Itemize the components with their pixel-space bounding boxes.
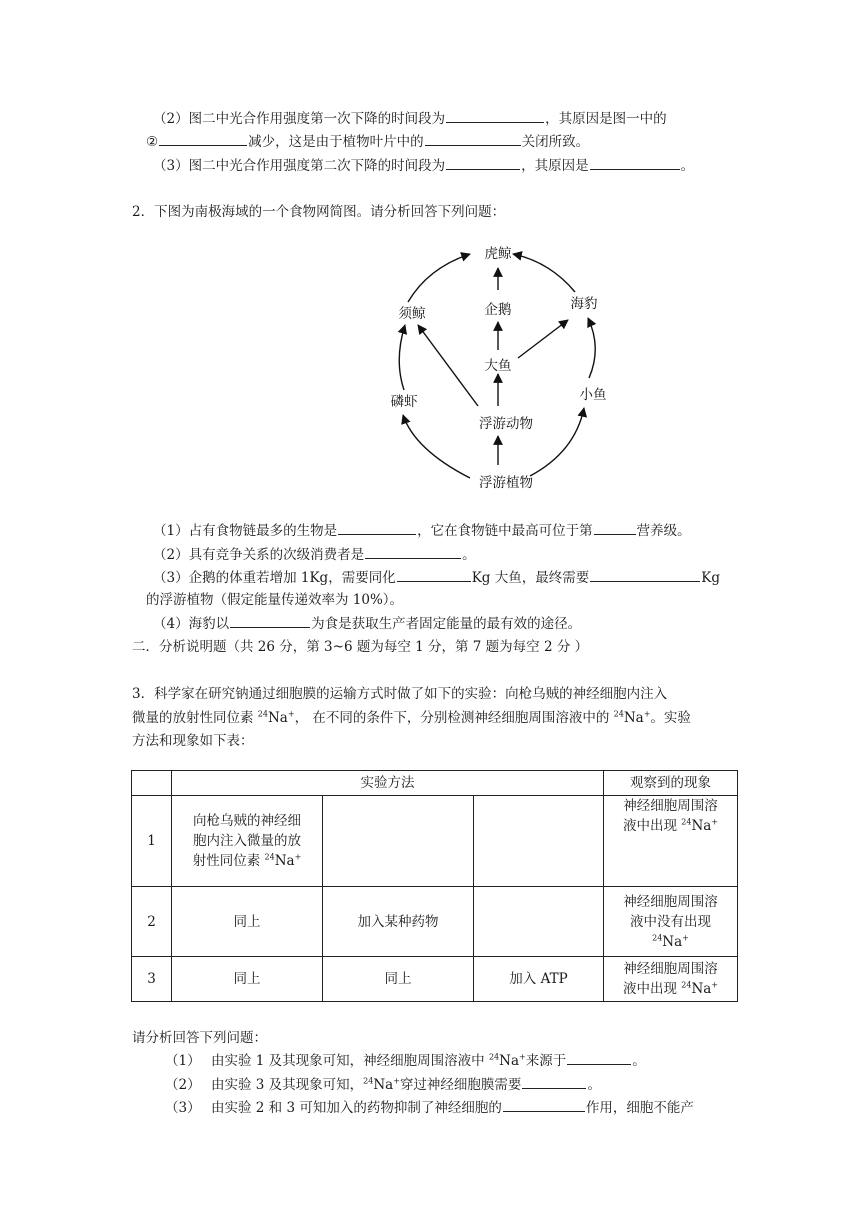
q3-answer2-text-a: 由实验 3 及其现象可知， [211, 1077, 364, 1093]
cell-text: 神经细胞周围溶 [623, 798, 718, 814]
answer-blank[interactable] [425, 131, 521, 146]
q3-answer1-text-b: 来源于 [525, 1053, 567, 1069]
table-header-row [132, 771, 738, 796]
answer-blank[interactable] [590, 155, 680, 170]
row-number: 2 [132, 887, 172, 957]
method-cell: 加入某种药物 [323, 887, 474, 957]
arrow-phytoplankton-to-krill [403, 415, 470, 478]
cell-text [608, 816, 733, 836]
observed-cell [604, 796, 738, 887]
q2-title: 2．下图为南极海域的一个食物网简图。请分析回答下列问题： [132, 204, 506, 220]
node-big-fish: 大鱼 [484, 358, 512, 374]
node-zooplankton: 浮游动物 [479, 416, 533, 432]
answer-number: （3） [165, 1100, 201, 1116]
isotope-symbol: Na [691, 818, 712, 834]
isotope-charge: + [711, 980, 719, 990]
node-baleen-whale: 须鲸 [398, 306, 426, 322]
method-cell: 同上 [323, 957, 474, 1002]
cell-text [608, 979, 733, 999]
q2-sub1-text-b: ，它在食物链中最高可位于第 [417, 523, 593, 539]
answer-blank[interactable] [397, 567, 471, 582]
cell-text: 向枪乌贼的神经细 [193, 813, 301, 829]
isotope-charge: + [294, 852, 302, 862]
table-row [132, 796, 738, 887]
q1-part2-text-b: ，其原因是图一中的 [545, 111, 667, 127]
table-header-method: 实验方法 [172, 771, 604, 796]
q2-sub1-text-a: （1）占有食物链最多的生物是 [153, 523, 338, 539]
q3-answer3-text-a: 由实验 2 和 3 可知加入的药物抑制了神经细胞的 [211, 1100, 502, 1116]
row-number: 1 [132, 796, 172, 887]
node-small-fish: 小鱼 [579, 387, 607, 403]
q2-sub3-text-b: Kg 大鱼，最终需要 [471, 570, 590, 586]
answer-number: （2） [165, 1077, 201, 1093]
q1-part2-line2 [146, 131, 589, 152]
q2-sub3-text-a: （3）企鹅的体重若增加 1Kg，需要同化 [153, 570, 396, 586]
isotope-symbol: Na [274, 853, 295, 869]
cell-text: 神经细胞周围溶 [623, 961, 718, 977]
q1-part2-text-a: （2）图二中光合作用强度第一次下降的时间段为 [153, 111, 446, 127]
q3-ask: 请分析回答下列问题： [132, 1030, 267, 1046]
table-header-observed: 观察到的现象 [604, 771, 738, 796]
table-header-blank [132, 771, 172, 796]
cell-text [608, 932, 733, 952]
answer-blank[interactable] [159, 131, 247, 146]
q3-answer2-text-b: 穿过神经细胞膜需要 [399, 1077, 522, 1093]
observed-cell [604, 887, 738, 957]
q2-sub2-text-a: （2）具有竞争关系的次级消费者是 [153, 547, 365, 563]
q3-intro-line2 [132, 708, 691, 728]
q3-intro-text-c: 。实验 [650, 710, 691, 726]
q2-sub4-text-b: 为食是获取生产者固定能量的最有效的途径。 [311, 616, 582, 632]
isotope-charge: + [711, 817, 719, 827]
arrow-seal-to-killer-whale [513, 254, 575, 292]
q2-sub4 [153, 613, 581, 634]
cell-text [176, 851, 318, 871]
q2-sub3-line1 [153, 567, 720, 588]
isotope-symbol: Na [267, 710, 288, 726]
answer-blank[interactable] [365, 544, 461, 559]
q2-sub3-text-c: Kg [701, 570, 720, 586]
answer-blank[interactable] [446, 108, 544, 123]
q3-answer3-text-b: 作用，细胞不能产 [585, 1100, 694, 1116]
cell-text: 液中没有出现 [630, 913, 711, 930]
isotope-mass: 24 [613, 709, 624, 719]
cell-text-prefix: 液中出现 [622, 981, 682, 997]
q1-part2-text-c: ② [146, 134, 159, 150]
food-web-diagram [370, 240, 610, 500]
isotope-symbol: Na [691, 981, 712, 997]
isotope-mass: 24 [363, 1076, 374, 1086]
answer-blank[interactable] [230, 613, 310, 628]
q3-intro-text-a: 微量的放射性同位素 [132, 710, 258, 726]
method-cell [474, 796, 604, 887]
answer-number: （1） [165, 1053, 201, 1069]
row-number: 3 [132, 957, 172, 1002]
isotope-charge: + [682, 933, 689, 942]
isotope-mass: 24 [488, 1052, 500, 1062]
section2-title: 二．分析说明题（共 26 分，第 3~6 题为每空 1 分，第 7 题为每空 2 分 ） [132, 639, 589, 655]
q2-sub1-text-c: 营养级。 [636, 523, 691, 539]
arrow-krill-to-baleen-whale [399, 325, 405, 390]
q3-answer2 [165, 1074, 601, 1095]
node-killer-whale: 虎鲸 [484, 246, 512, 262]
node-seal: 海豹 [570, 296, 598, 312]
cell-text: 胞内注入微量的放 [193, 833, 301, 849]
method-cell: 同上 [172, 887, 323, 957]
answer-blank[interactable] [590, 567, 700, 582]
isotope-charge: + [643, 709, 651, 719]
q3-intro-line3: 方法和现象如下表： [132, 733, 254, 749]
answer-blank[interactable] [522, 1074, 586, 1089]
table-row [132, 887, 738, 957]
arrow-phytoplankton-to-small-fish [530, 408, 584, 476]
q3-answer1-text-a: 由实验 1 及其现象可知，神经细胞周围溶液中 [211, 1053, 489, 1069]
method-cell: 加入 ATP [474, 957, 604, 1002]
q2-sub2 [153, 544, 476, 565]
q3-intro-line1: 3．科学家在研究钠通过细胞膜的运输方式时做了如下的实验：向枪乌贼的神经细胞内注入 [132, 686, 668, 702]
q1-part2-text-e: 关闭所致。 [521, 134, 590, 150]
isotope-mass: 24 [681, 980, 692, 990]
isotope-charge: + [393, 1076, 400, 1086]
q3-answer2-text-c: 。 [587, 1077, 601, 1093]
isotope-charge: + [519, 1052, 526, 1062]
answer-blank[interactable] [503, 1097, 585, 1112]
q2-sub3-line2: 的浮游植物（假定能量传递效率为 10%）。 [146, 592, 404, 608]
method-cell [323, 796, 474, 887]
isotope-symbol: Na [499, 1053, 520, 1069]
q3-intro-text-b: ， 在不同的条件下，分别检测神经细胞周围溶液中的 [294, 710, 614, 726]
q1-part3-text-c: 。 [680, 158, 695, 174]
arrow-zooplankton-to-baleen-whale [418, 325, 478, 406]
node-krill: 磷虾 [390, 394, 418, 410]
method-cell [474, 887, 604, 957]
q1-part3-text-b: ，其原因是 [521, 158, 589, 174]
cell-text-prefix: 射性同位素 [192, 853, 265, 869]
isotope-charge: + [287, 709, 295, 719]
answer-blank[interactable] [338, 520, 416, 535]
q1-part2-line1 [153, 108, 667, 129]
answer-blank[interactable] [567, 1050, 631, 1065]
method-cell [172, 796, 323, 887]
arrow-big-fish-to-seal [518, 320, 568, 358]
arrow-baleen-whale-to-killer-whale [408, 254, 470, 302]
isotope-symbol: Na [623, 710, 644, 726]
isotope-mass: 24 [264, 852, 275, 862]
q1-part2-text-d: 减少，这是由于植物叶片中的 [248, 134, 424, 150]
node-penguin: 企鹅 [484, 302, 512, 318]
isotope-mass: 24 [681, 817, 692, 827]
node-phytoplankton: 浮游植物 [479, 475, 533, 491]
q3-answer3 [165, 1097, 694, 1118]
isotope-symbol: Na [373, 1077, 394, 1093]
experiment-table [131, 770, 738, 1002]
arrow-small-fish-to-seal [588, 318, 595, 378]
q3-answer1 [165, 1050, 646, 1071]
q2-sub4-text-a: （4）海豹以 [153, 616, 230, 632]
cell-text: 神经细胞周围溶 [623, 893, 718, 910]
q1-part3-text-a: （3）图二中光合作用强度第二次下降的时间段为 [153, 158, 446, 174]
observed-cell [604, 957, 738, 1002]
answer-blank[interactable] [594, 520, 636, 535]
q2-sub1 [153, 520, 691, 541]
cell-text-prefix: 液中出现 [622, 818, 682, 834]
q2-sub2-text-b: 。 [462, 547, 476, 563]
method-cell: 同上 [172, 957, 323, 1002]
q1-part3-line [153, 155, 694, 176]
isotope-mass: 24 [652, 933, 663, 942]
q3-answer1-text-c: 。 [632, 1053, 646, 1069]
isotope-mass: 24 [257, 709, 268, 719]
answer-blank[interactable] [446, 155, 520, 170]
isotope-symbol: Na [662, 933, 683, 950]
table-row [132, 957, 738, 1002]
